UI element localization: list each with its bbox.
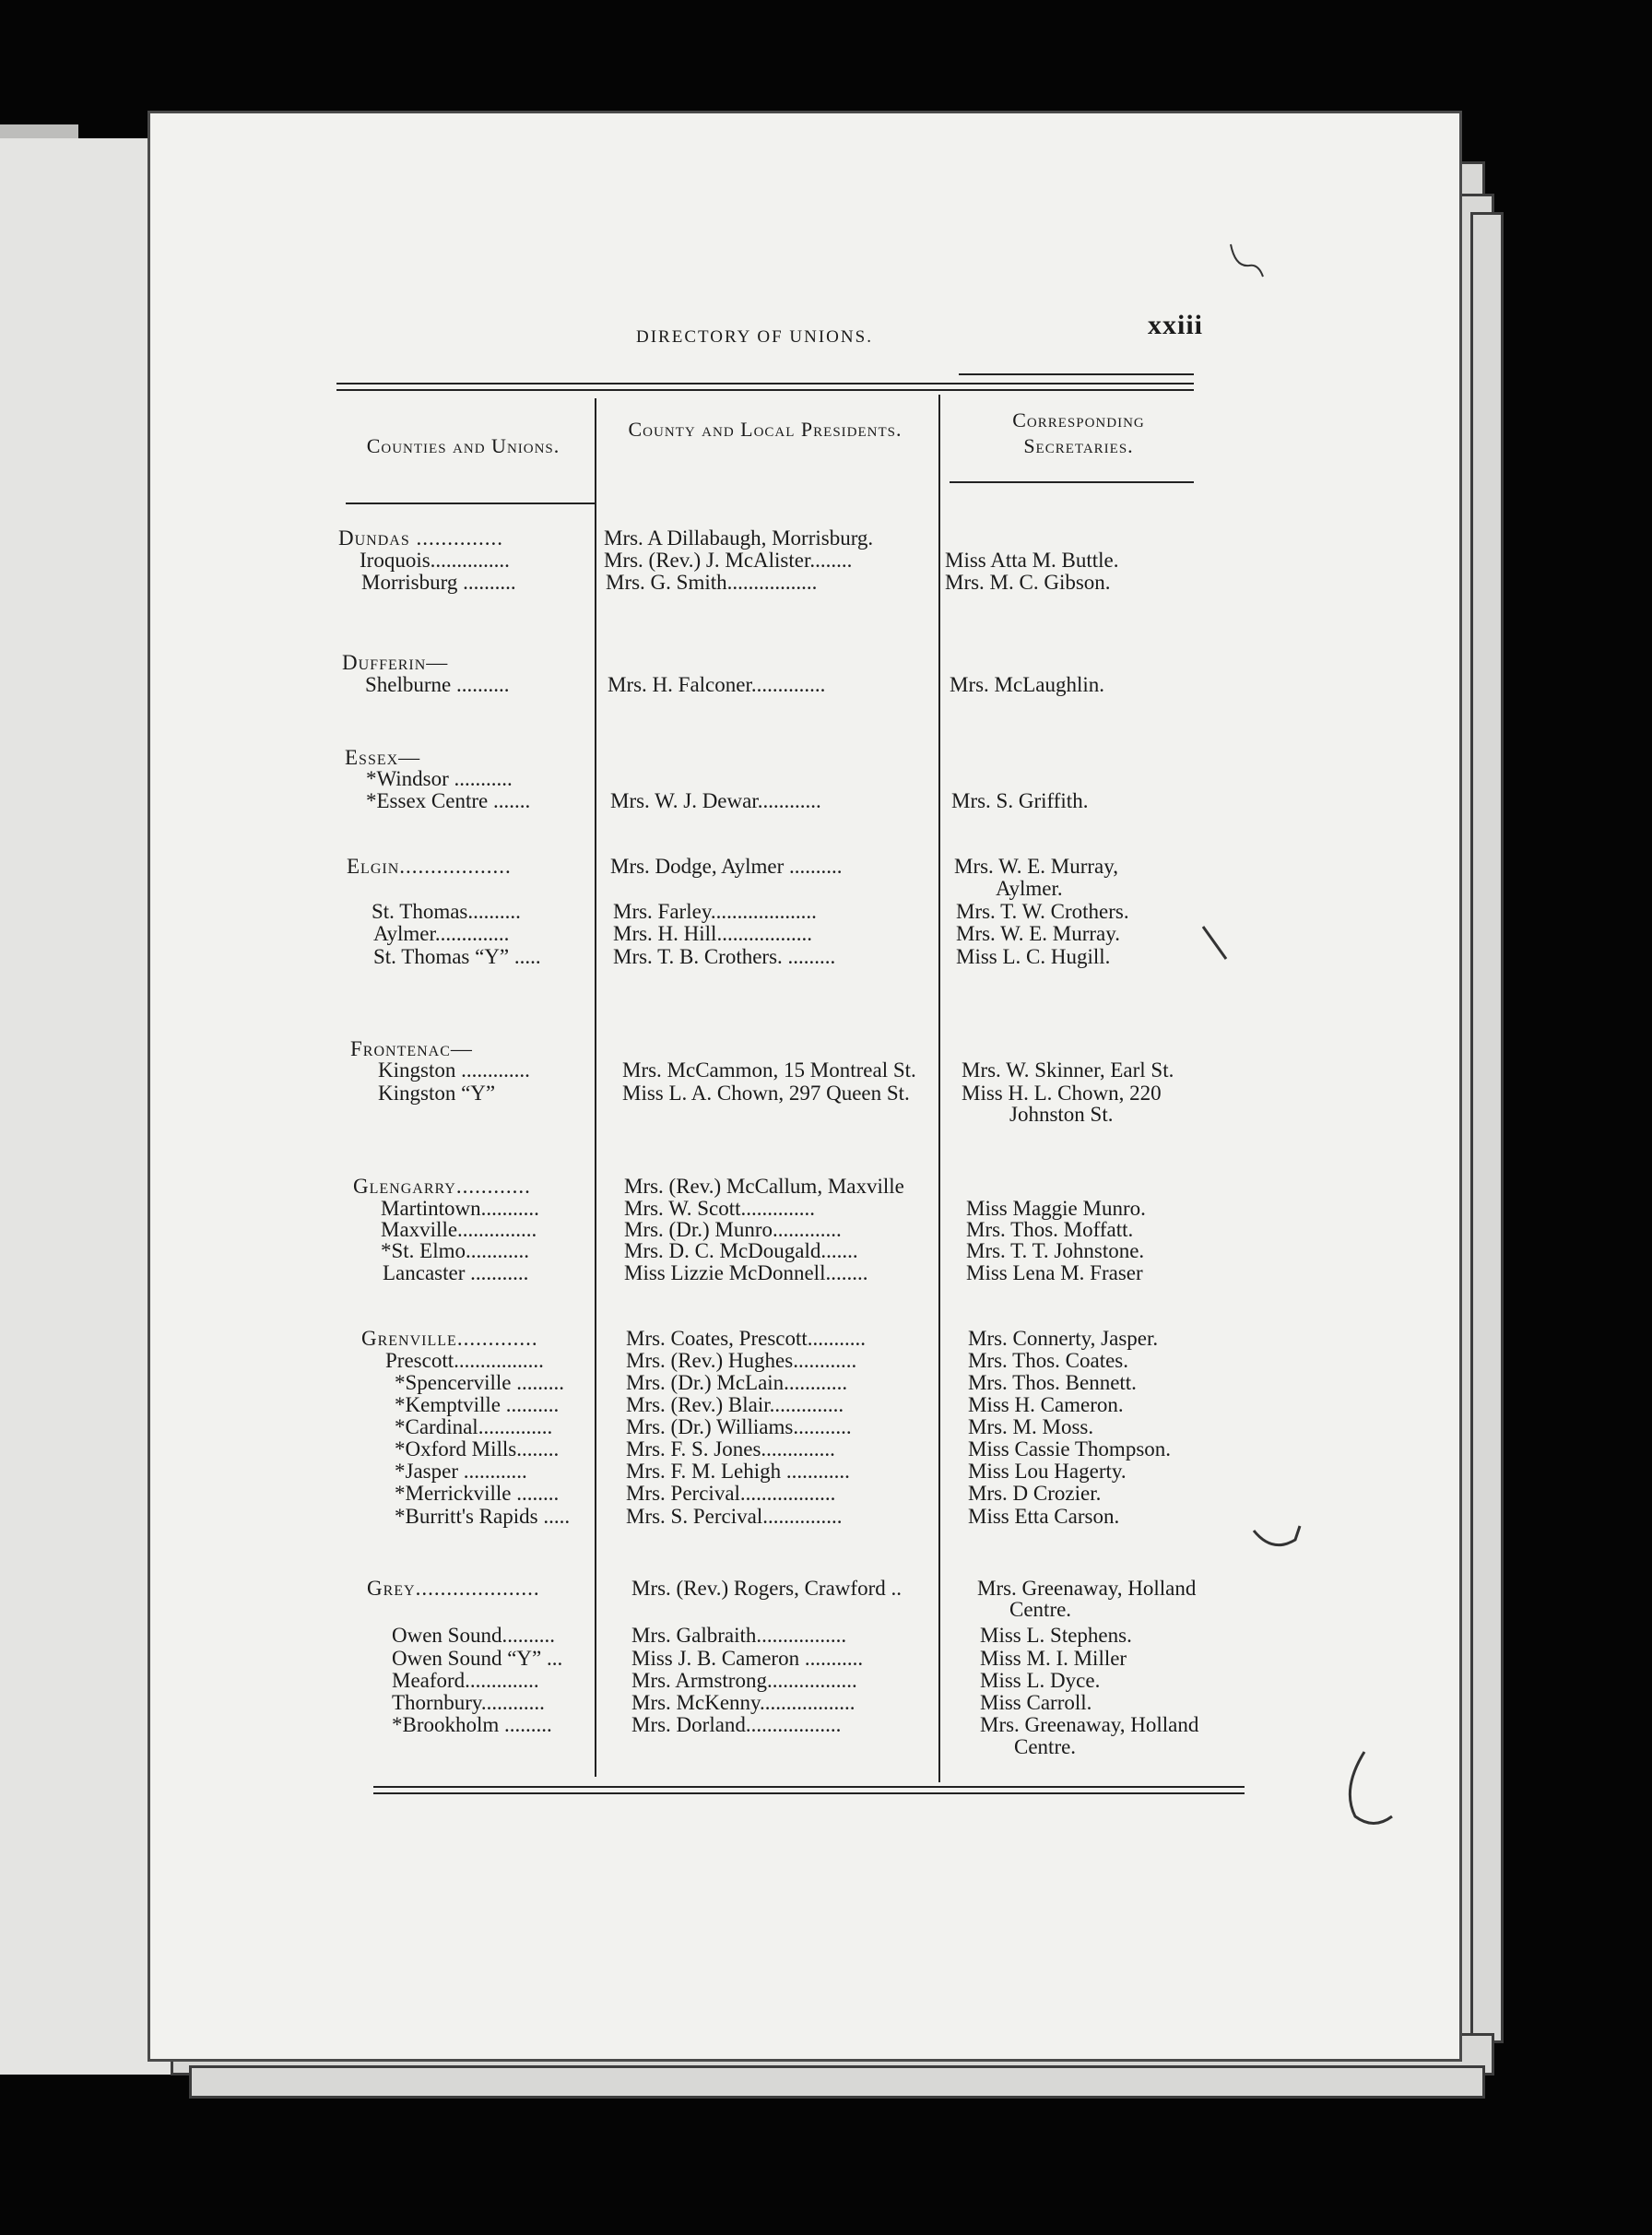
- pencil-mark: [1341, 1743, 1429, 1844]
- column-divider: [938, 395, 940, 1782]
- president-name: Mrs. (Dr.) McLain............: [626, 1371, 848, 1394]
- county-name: Elgin..................: [347, 855, 512, 878]
- secretary-name: Mrs. S. Griffith.: [951, 789, 1089, 812]
- secretary-name: Mrs. M. Moss.: [968, 1415, 1094, 1438]
- president-name: Mrs. Farley....................: [613, 900, 817, 923]
- president-name: Mrs. Dorland..................: [631, 1713, 842, 1736]
- column-header-secretaries: Corresponding Secretaries.: [1012, 408, 1145, 457]
- secretary-name: Miss Carroll.: [980, 1691, 1092, 1714]
- president-name: Mrs. Armstrong.................: [631, 1669, 857, 1692]
- secretary-name: Centre.: [1014, 1735, 1077, 1758]
- running-head: DIRECTORY OF UNIONS.: [636, 327, 873, 347]
- column-divider: [595, 398, 596, 1777]
- president-name: Mrs. (Dr.) Munro.............: [624, 1218, 842, 1241]
- secretary-name: Mrs. T. W. Crothers.: [956, 900, 1129, 923]
- page-edge-right: [1470, 212, 1504, 2043]
- president-name: Mrs. Galbraith.................: [631, 1624, 847, 1647]
- union-name: Kingston “Y”: [378, 1082, 496, 1105]
- union-name: *Oxford Mills........: [395, 1437, 560, 1460]
- president-name: Mrs. (Rev.) Blair..............: [626, 1393, 844, 1416]
- footer-rule: [373, 1792, 1245, 1794]
- union-name: *Spencerville .........: [395, 1371, 564, 1394]
- secretary-name: Miss H. Cameron.: [968, 1393, 1124, 1416]
- secretary-name: Mrs. W. E. Murray,: [954, 855, 1119, 878]
- header-rule: [336, 383, 1194, 384]
- secretary-name: Miss Lena M. Fraser: [966, 1261, 1143, 1284]
- president-name: Mrs. (Rev.) Hughes............: [626, 1349, 857, 1372]
- secretary-name: Miss L. C. Hugill.: [956, 945, 1111, 968]
- president-name: Mrs. A Dillabaugh, Morrisburg.: [604, 526, 874, 550]
- secretary-name: Miss M. I. Miller: [980, 1647, 1127, 1670]
- president-name: Mrs. (Dr.) Williams...........: [626, 1415, 852, 1438]
- secretary-name: Centre.: [1009, 1598, 1072, 1621]
- union-name: *Essex Centre .......: [366, 789, 531, 812]
- secretary-name: Mrs. T. T. Johnstone.: [966, 1239, 1145, 1262]
- pencil-mark: [1226, 240, 1300, 295]
- president-name: Mrs. S. Percival...............: [626, 1505, 843, 1528]
- union-name: Meaford..............: [392, 1669, 539, 1692]
- union-name: Owen Sound “Y” ...: [392, 1647, 563, 1670]
- president-name: Mrs. (Rev.) J. McAlister........: [604, 549, 853, 572]
- secretary-name: Mrs. W. E. Murray.: [956, 922, 1121, 945]
- union-name: *Windsor ...........: [366, 767, 513, 790]
- president-name: Mrs. F. M. Lehigh ............: [626, 1460, 850, 1483]
- president-name: Mrs. Percival..................: [626, 1482, 836, 1505]
- county-name: Essex—: [345, 746, 421, 769]
- county-name: Frontenac—: [350, 1037, 473, 1060]
- union-name: St. Thomas “Y” .....: [373, 945, 541, 968]
- union-name: Shelburne ..........: [365, 673, 510, 696]
- column-rule: [950, 481, 1194, 483]
- union-name: Martintown...........: [381, 1197, 539, 1220]
- president-name: Mrs. (Rev.) McCallum, Maxville: [624, 1175, 904, 1198]
- page-number: xxiii: [1148, 310, 1204, 340]
- union-name: Prescott.................: [385, 1349, 544, 1372]
- secretary-name: Aylmer.: [996, 877, 1063, 900]
- union-name: Maxville...............: [381, 1218, 537, 1241]
- column-header-counties: Counties and Unions.: [366, 434, 560, 457]
- secretary-name: Mrs. Connerty, Jasper.: [968, 1327, 1159, 1350]
- union-name: *Brookholm .........: [392, 1713, 552, 1736]
- union-name: Morrisburg ..........: [361, 571, 516, 594]
- county-name: Glengarry............: [353, 1175, 531, 1198]
- county-name: Dufferin—: [342, 651, 449, 674]
- county-name: Dundas ..............: [338, 526, 503, 550]
- union-name: *Cardinal..............: [395, 1415, 553, 1438]
- footer-rule: [373, 1786, 1245, 1788]
- president-name: Mrs. H. Falconer..............: [608, 673, 826, 696]
- pencil-mark: [1249, 1512, 1323, 1567]
- secretary-name: Miss Cassie Thompson.: [968, 1437, 1172, 1460]
- union-name: *St. Elmo............: [381, 1239, 530, 1262]
- page-edge-bottom: [189, 2065, 1485, 2099]
- president-name: Mrs. (Rev.) Rogers, Crawford ..: [631, 1577, 902, 1600]
- union-name: Kingston .............: [378, 1058, 530, 1082]
- president-name: Mrs. F. S. Jones..............: [626, 1437, 835, 1460]
- secretary-name: Johnston St.: [1009, 1103, 1114, 1126]
- union-name: *Kemptville ..........: [395, 1393, 560, 1416]
- secretary-name: Miss L. Stephens.: [980, 1624, 1132, 1647]
- president-name: Mrs. H. Hill..................: [613, 922, 812, 945]
- header-rule: [336, 389, 1194, 391]
- union-name: Iroquois...............: [360, 549, 510, 572]
- union-name: *Burritt's Rapids .....: [395, 1505, 571, 1528]
- secretary-name: Mrs. Thos. Coates.: [968, 1349, 1128, 1372]
- president-name: Mrs. T. B. Crothers. .........: [613, 945, 836, 968]
- president-name: Miss J. B. Cameron ...........: [631, 1647, 864, 1670]
- column-header-presidents: County and Local Presidents.: [628, 418, 903, 441]
- union-name: *Jasper ............: [395, 1460, 527, 1483]
- president-name: Mrs. D. C. McDougald.......: [624, 1239, 858, 1262]
- secretary-name: Miss L. Dyce.: [980, 1669, 1101, 1692]
- county-name: Grenville.............: [361, 1327, 538, 1350]
- secretary-name: Mrs. Greenaway, Holland: [977, 1577, 1197, 1600]
- secretary-name: Miss Maggie Munro.: [966, 1197, 1146, 1220]
- president-name: Mrs. G. Smith.................: [606, 571, 818, 594]
- president-name: Mrs. McCammon, 15 Montreal St.: [622, 1058, 916, 1082]
- secretary-name: Miss Lou Hagerty.: [968, 1460, 1127, 1483]
- union-name: Lancaster ...........: [383, 1261, 529, 1284]
- president-name: Mrs. McKenny..................: [631, 1691, 856, 1714]
- president-name: Miss L. A. Chown, 297 Queen St.: [622, 1082, 910, 1105]
- county-name: Grey....................: [367, 1577, 540, 1600]
- secretary-name: Miss Etta Carson.: [968, 1505, 1120, 1528]
- president-name: Mrs. Dodge, Aylmer ..........: [610, 855, 843, 878]
- president-name: Mrs. W. J. Dewar............: [610, 789, 821, 812]
- secretary-name: Mrs. W. Skinner, Earl St.: [962, 1058, 1174, 1082]
- union-name: Owen Sound..........: [392, 1624, 555, 1647]
- president-name: Mrs. W. Scott..............: [624, 1197, 816, 1220]
- header-rule: [959, 373, 1194, 375]
- secretary-name: Mrs. Thos. Bennett.: [968, 1371, 1137, 1394]
- president-name: Mrs. Coates, Prescott...........: [626, 1327, 867, 1350]
- pencil-mark: [1198, 922, 1235, 968]
- secretary-name: Mrs. M. C. Gibson.: [945, 571, 1111, 594]
- secretary-name: Mrs. McLaughlin.: [950, 673, 1105, 696]
- column-rule: [346, 503, 595, 504]
- president-name: Miss Lizzie McDonnell........: [624, 1261, 868, 1284]
- secretary-name: Mrs. D Crozier.: [968, 1482, 1102, 1505]
- union-name: *Merrickville ........: [395, 1482, 560, 1505]
- union-name: Thornbury............: [392, 1691, 545, 1714]
- secretary-name: Miss Atta M. Buttle.: [945, 549, 1119, 572]
- secretary-name: Mrs. Thos. Moffatt.: [966, 1218, 1134, 1241]
- secretary-name: Miss H. L. Chown, 220: [962, 1082, 1162, 1105]
- union-name: St. Thomas..........: [372, 900, 521, 923]
- secretary-name: Mrs. Greenaway, Holland: [980, 1713, 1199, 1736]
- union-name: Aylmer..............: [373, 922, 510, 945]
